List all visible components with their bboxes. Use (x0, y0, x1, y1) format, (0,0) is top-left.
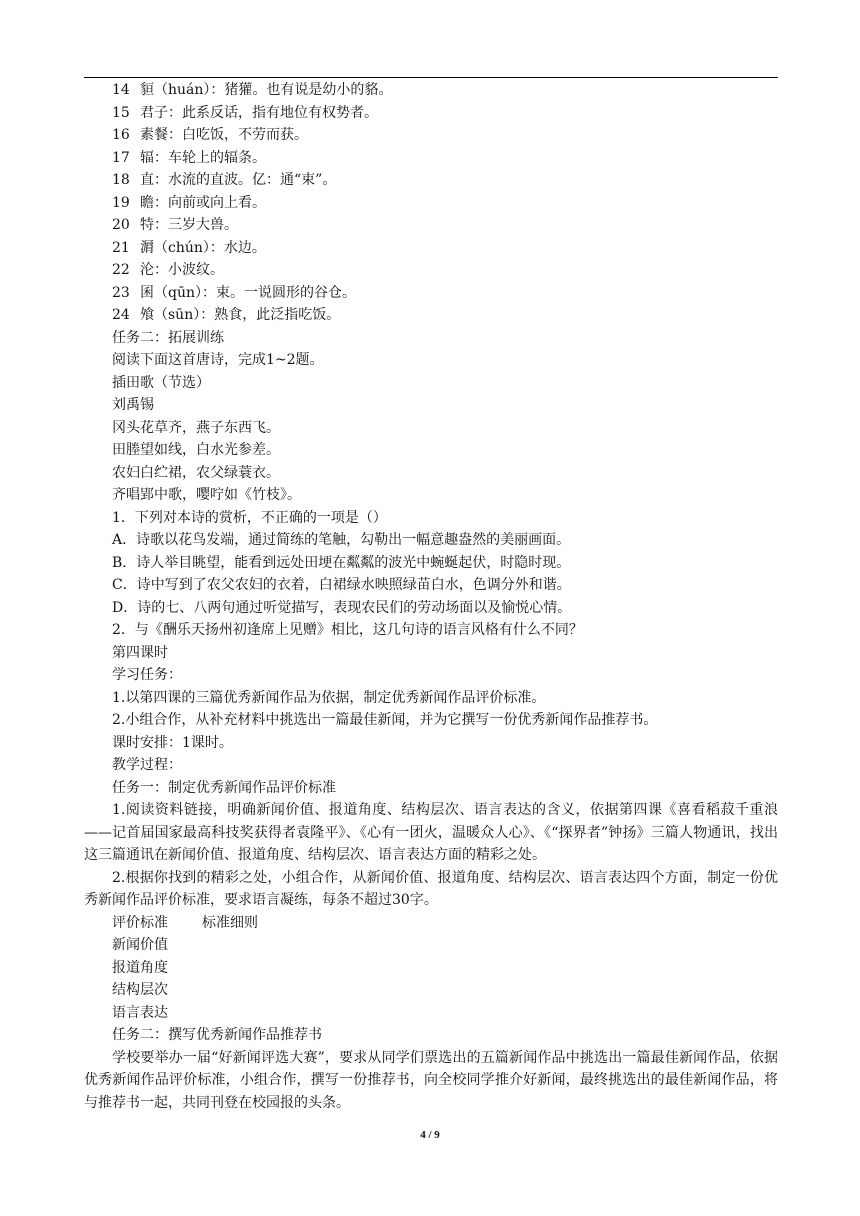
note-item: 17 辐：车轮上的辐条。 (112, 149, 266, 166)
learning-task-item: 1.以第四课的三篇优秀新闻作品为依据，制定优秀新闻作品评价标准。 (112, 689, 546, 706)
note-item: 22 沦：小波纹。 (112, 262, 224, 278)
task-heading: 任务二：拓展训练 (112, 329, 224, 346)
poem-author: 刘禹锡 (112, 397, 154, 413)
question-1: 1．下列对本诗的赏析，不正确的一项是（） (112, 509, 387, 526)
paragraph-1: 1.阅读资料链接，明确新闻价值、报道角度、结构层次、语言表达的含义，依据第四课《喜看稻菽千重浪——记首届国家最高科技奖获得者袁隆平》、《心有一团火，温暖众人心》、《“探界者”钟扬》三篇人物通讯，找出这三篇通讯在新闻价值、报道角度、结构层次、语言表达方面的精彩之处。 (84, 802, 778, 863)
option-b: B．诗人举目眺望，能看到远处田埂在粼粼的波光中蜿蜒起伏，时隐时现。 (112, 554, 571, 571)
note-item: 24 飧（sūn）：熟食，此泛指吃饭。 (112, 307, 341, 323)
table-header-row (84, 912, 778, 935)
note-item: 23 囷（qūn）：束。一说圆形的谷仓。 (112, 284, 356, 301)
option-d: D．诗的七、八两句通过听觉描写，表现农民们的劳动场面以及愉悦心情。 (112, 599, 572, 616)
option-c: C．诗中写到了农父农妇的衣着，白裙绿水映照绿苗白水，色调分外和谐。 (112, 577, 571, 593)
table-row: 语言表达 (112, 1004, 168, 1021)
header-rule (84, 77, 778, 78)
table-header-cell: 评价标准 (112, 914, 168, 931)
learning-tasks-label: 学习任务： (112, 667, 182, 683)
table-row: 结构层次 (112, 982, 168, 998)
poem-title: 插田歌（节选） (112, 374, 210, 391)
table-header-cell: 标准细则 (202, 914, 258, 931)
note-item: 15 君子：此系反话，指有地位有权势者。 (112, 104, 378, 121)
note-item: 21 漘（chún）：水边。 (112, 239, 266, 256)
lesson-heading: 第四课时 (112, 644, 168, 661)
note-item: 19 瞻：向前或向上看。 (112, 194, 266, 211)
paragraph-2: 2.根据你找到的精彩之处，小组合作，从新闻价值、报道角度、结构层次、语言表达四个方面，制定一份优秀新闻作品评价标准，要求语言凝练，每条不超过30字。 (84, 869, 778, 908)
note-item: 18 直：水流的直波。亿：通“束”。 (112, 172, 337, 188)
table-row: 报道角度 (112, 959, 168, 976)
task-two-heading: 任务二：撰写优秀新闻作品推荐书 (112, 1027, 322, 1043)
schedule-text: 课时安排：1课时。 (112, 734, 233, 751)
paragraph-3: 学校要举办一届“好新闻评选大赛”，要求从同学们票选出的五篇新闻作品中挑选出一篇最佳新闻作品，依据优秀新闻作品评价标准，小组合作，撰写一份推荐书，向全校同学推介好新闻，最终挑选出的最佳新闻作品，将与推荐书一起，共同刊登在校园报的头条。 (84, 1049, 778, 1111)
learning-task-item: 2.小组合作，从补充材料中挑选出一篇最佳新闻，并为它撰写一份优秀新闻作品推荐书。 (112, 712, 658, 728)
criteria-table (84, 912, 778, 1025)
poem-line: 冈头花草齐，燕子东西飞。 (112, 419, 280, 436)
page-content (84, 79, 778, 1114)
option-a: A．诗歌以花鸟发端，通过简练的笔触，勾勒出一幅意趣盎然的美丽画面。 (112, 532, 571, 548)
process-label: 教学过程： (112, 757, 182, 773)
note-item: 14 貆（huán）：猪獾。也有说是幼小的貉。 (112, 82, 393, 98)
poem-line: 齐唱郢中歌，嘤咛如《竹枝》。 (112, 487, 301, 503)
question-2: 2．与《酬乐天扬州初逢席上见赠》相比，这几句诗的语言风格有什么不同？ (112, 622, 583, 638)
poem-line: 农妇白纻裙，农父绿蓑衣。 (112, 464, 280, 481)
notes-list (84, 79, 778, 327)
page-number: 4 / 9 (420, 1129, 440, 1141)
task-one-heading: 任务一：制定优秀新闻作品评价标准 (112, 779, 336, 796)
note-item: 16 素餐：白吃饭，不劳而获。 (112, 127, 308, 143)
table-row: 新闻价值 (112, 937, 168, 953)
poem-line: 田塍望如线，白水光参差。 (112, 442, 280, 458)
note-item: 20 特：三岁大兽。 (112, 217, 238, 233)
instruction-text: 阅读下面这首唐诗，完成1~2题。 (112, 352, 324, 368)
